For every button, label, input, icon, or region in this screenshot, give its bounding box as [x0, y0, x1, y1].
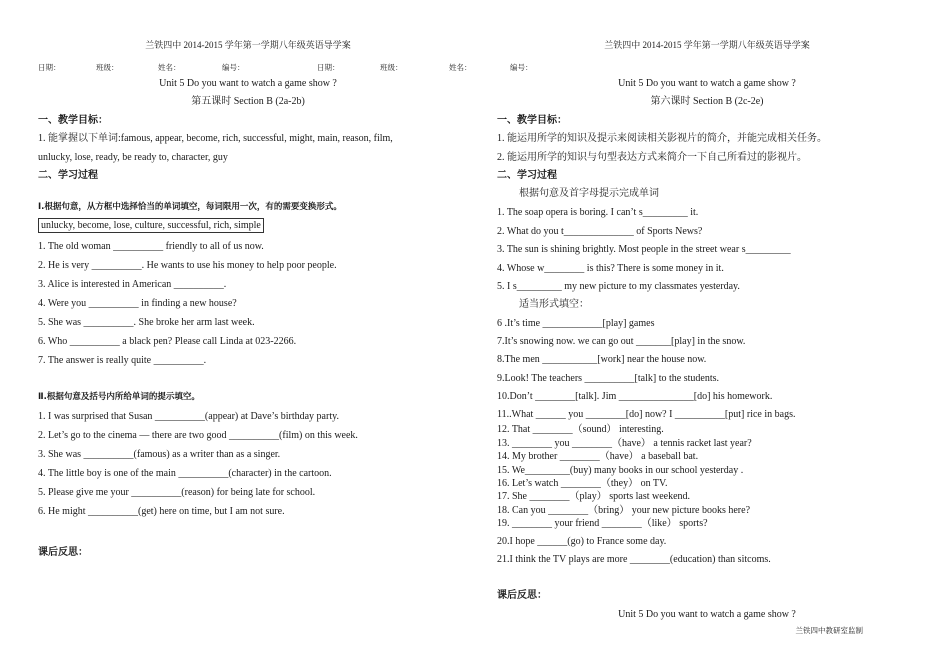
exercise-item: 7.It’s snowing now. we can go out _______[play] in the snow.: [497, 336, 746, 347]
exercise-item: 17. She ________（play） sports last weekend.: [497, 491, 691, 502]
exercise-item: 1. The old woman __________ friendly to all of us now.: [38, 241, 264, 252]
exercise-item: 16. Let’s watch ________（they） on TV.: [497, 478, 668, 489]
subsection-label: 适当形式填空：: [519, 299, 589, 310]
exercise-item: 4. Were you __________ in finding a new house?: [38, 298, 237, 309]
footer-unit-title: Unit 5 Do you want to watch a game show ?: [618, 609, 796, 620]
unit-title: Unit 5 Do you want to watch a game show ?: [159, 78, 337, 89]
meta-number: 编号：: [222, 63, 245, 72]
unit-title: Unit 5 Do you want to watch a game show ?: [618, 78, 796, 89]
footer-note: 兰铁四中教研室监制: [795, 626, 863, 635]
exercise-item: 21.I think the TV plays are more ________(education) than sitcoms.: [497, 554, 771, 565]
exercise-item: 12. That ________（sound） interesting.: [497, 424, 664, 435]
meta-date: 日期：: [317, 63, 340, 72]
exercise-item: 3. Alice is interested in American __________.: [38, 279, 227, 290]
goals-heading: 一、教学目标：: [38, 115, 108, 126]
lesson-title: 第六课时 Section B (2c-2e): [650, 96, 764, 107]
exercise-item: 20.I hope ______(go) to France some day.: [497, 536, 667, 547]
exercise-item: 3. The sun is shining brightly. Most people in the street wear s_________: [497, 244, 791, 255]
exercise-item: 6. Who __________ a black pen? Please call Linda at 023-2266.: [38, 336, 297, 347]
exercise-item: 5. She was __________. She broke her arm last week.: [38, 317, 255, 328]
exercise-item: 13. ________ you ________（have） a tennis racket last year?: [497, 438, 752, 449]
exercise-item: 2. What do you t______________ of Sports News?: [497, 226, 703, 237]
exercise-item: 6 .It’s time ____________[play] games: [497, 318, 655, 329]
lesson-title: 第五课时 Section B (2a-2b): [191, 96, 305, 107]
exercise-item: 2. Let’s go to the cinema — there are two good __________(film) on this week.: [38, 430, 358, 441]
exercise-item: 6. He might __________(get) here on time, but I am not sure.: [38, 506, 285, 517]
word-box: unlucky, become, lose, culture, successful, rich, simple: [38, 218, 264, 233]
school-header: 兰铁四中 2014-2015 学年第一学期八年级英语导学案: [604, 40, 810, 50]
exercise-item: 10.Don’t ________[talk]. Jim _______________[do] his homework.: [497, 391, 773, 402]
exercise-item: 7. The answer is really quite __________.: [38, 355, 207, 366]
meta-number: 编号：: [510, 63, 533, 72]
exercise-item: 4. The little boy is one of the main __________(character) in the cartoon.: [38, 468, 332, 479]
subsection-label: 根据句意及首字母提示完成单词: [519, 188, 659, 199]
exercise-item: 11..What ______ you ________[do] now? I __________[put] rice in bags.: [497, 409, 796, 420]
meta-fields: [317, 61, 737, 73]
left-worksheet: [38, 0, 458, 671]
exercise-item: 3. She was __________(famous) as a writer than as a singer.: [38, 449, 281, 460]
goal-line: unlucky, lose, ready, be ready to, character, guy: [38, 152, 228, 163]
process-heading: 二、学习过程: [497, 170, 557, 181]
meta-class: 班级：: [96, 63, 119, 72]
goal-line: 1. 能运用所学的知识及提示来阅读相关影视片的简介，并能完成相关任务。: [497, 133, 827, 144]
meta-date: 日期：: [38, 63, 61, 72]
goals-heading: 一、教学目标：: [497, 115, 567, 126]
reflection-label: 课后反思：: [497, 590, 547, 601]
meta-name: 姓名：: [449, 63, 472, 72]
meta-class: 班级：: [380, 63, 403, 72]
meta-name: 姓名：: [158, 63, 181, 72]
right-worksheet: [317, 0, 917, 671]
exercise-item: 2. He is very __________. He wants to use his money to help poor people.: [38, 260, 337, 271]
reflection-label: 课后反思：: [38, 547, 88, 558]
exercise-item: 5. Please give me your __________(reason) for being late for school.: [38, 487, 316, 498]
exercise-item: 9.Look! The teachers __________[talk] to the students.: [497, 373, 719, 384]
exercise-item: 14. My brother ________（have） a baseball bat.: [497, 451, 699, 462]
part1-heading: Ⅰ.根据句意，从方框中选择恰当的单词填空，每词限用一次，有的需要变换形式。: [38, 202, 342, 212]
exercise-item: 1. I was surprised that Susan __________(appear) at Dave’s birthday party.: [38, 411, 339, 422]
exercise-item: 1. The soap opera is boring. I can’t s_________ it.: [497, 207, 699, 218]
process-heading: 二、学习过程: [38, 170, 98, 181]
part2-heading: Ⅱ.根据句意及括号内所给单词的提示填空。: [38, 392, 200, 402]
exercise-item: 18. Can you ________（bring） your new picture books here?: [497, 505, 751, 516]
goal-line: 1. 能掌握以下单词:famous, appear, become, rich, successful, might, main, reason, film,: [38, 133, 393, 144]
exercise-item: 4. Whose w________ is this? There is some money in it.: [497, 263, 724, 274]
exercise-item: 19. ________ your friend ________（like） sports?: [497, 518, 708, 529]
exercise-item: 8.The men ___________[work] near the house now.: [497, 354, 707, 365]
exercise-item: 5. I s_________ my new picture to my classmates yesterday.: [497, 281, 740, 292]
exercise-item: 15. We_________(buy) many books in our school yesterday .: [497, 465, 744, 476]
goal-line: 2. 能运用所学的知识与句型表达方式来简介一下自己所看过的影视片。: [497, 152, 807, 163]
school-header: 兰铁四中 2014-2015 学年第一学期八年级英语导学案: [145, 40, 351, 50]
